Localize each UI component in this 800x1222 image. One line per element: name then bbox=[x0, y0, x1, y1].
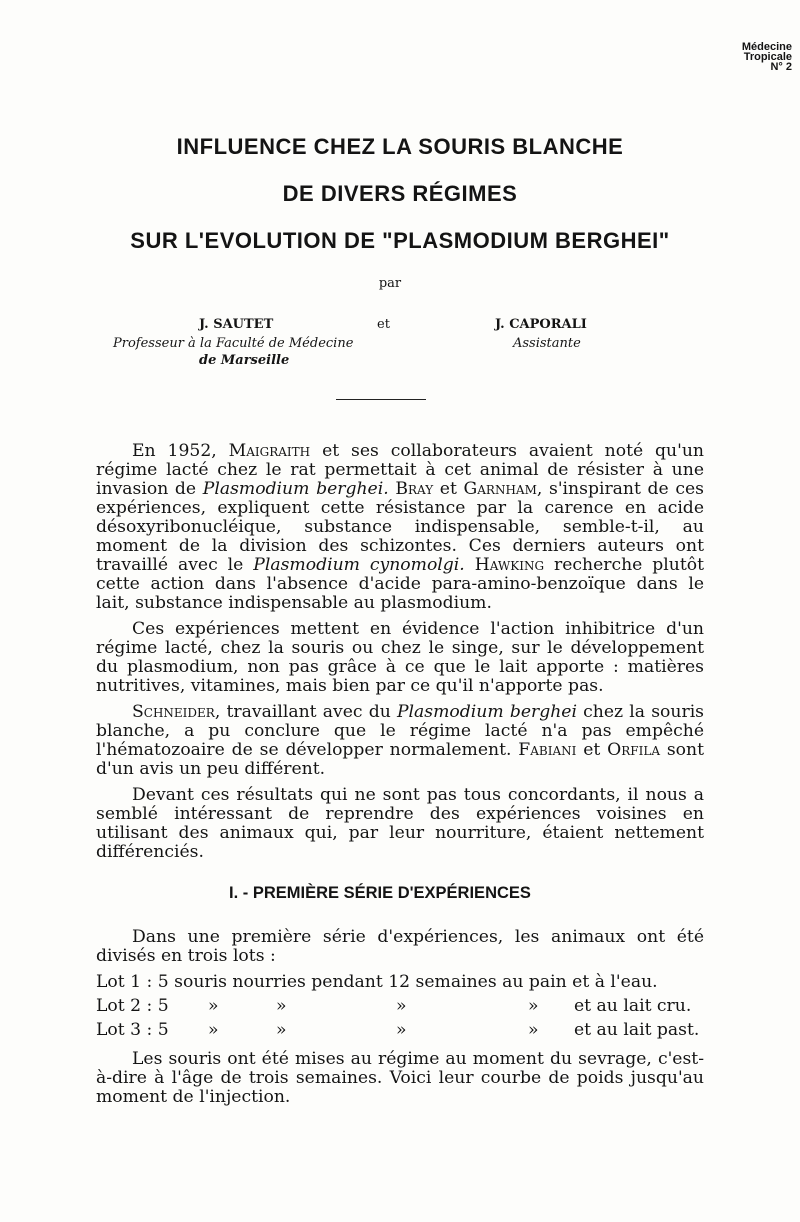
author-2-affiliation: Assistante bbox=[513, 336, 581, 351]
byline-et: et bbox=[377, 317, 390, 332]
author-2-name: J. CAPORALI bbox=[495, 317, 587, 332]
ditto-mark: » bbox=[528, 1020, 539, 1040]
journal-header bbox=[742, 42, 792, 72]
text: et bbox=[433, 479, 464, 499]
author-ref-maigraith: Maigraith bbox=[228, 441, 311, 461]
lot-3 bbox=[96, 1020, 704, 1044]
intro-paragraph-2: Ces expériences mettent en évidence l'action inhibitrice d'un régime lacté, chez la souris ou chez le singe, sur le développement du plasmodium, non pas grâce à ce que le lait apporte : matières nutritives, vitamines, mais bien par ce qu'il n'apporte pas. bbox=[96, 619, 704, 696]
species-ref: Plasmodium berghei. bbox=[202, 479, 389, 499]
text: et ses collaborateurs avaient noté qu'un régime lacté chez le rat permettait à cet animal de résister à une invasion de bbox=[96, 441, 704, 499]
lots-list bbox=[96, 972, 704, 1044]
author-ref-bray: Bray bbox=[395, 479, 434, 499]
lot-3-end: et au lait past. bbox=[574, 1020, 700, 1040]
lot-2 bbox=[96, 996, 704, 1020]
species-ref: Plasmodium cynomolgi. bbox=[253, 555, 465, 575]
ditto-mark: » bbox=[528, 996, 539, 1016]
intro-paragraph-4: Devant ces résultats qui ne sont pas tous concordants, il nous a semblé intéressant de reprendre des expériences voisines en utilisant des animaux qui, par leur nourriture, étaient nettement différenciés. bbox=[96, 785, 704, 862]
journal-subtitle: Tropicale bbox=[743, 51, 792, 63]
text: et bbox=[576, 740, 608, 760]
author-1-affiliation-line-2: de Marseille bbox=[199, 353, 290, 368]
section-paragraph-1 bbox=[96, 928, 704, 966]
ditto-mark: » bbox=[208, 1020, 219, 1040]
ditto-mark: » bbox=[396, 996, 407, 1016]
author-ref-hawking: Hawking bbox=[474, 555, 545, 575]
author-1-name: J. SAUTET bbox=[199, 317, 274, 332]
text: , s'inspirant de ces expériences, expliquent cette résistance par la carence en acide désoxyribonucléique, substance indispensable, semble-t-il, au moment de la division des schizontes. Ces derniers auteurs ont travaillé avec le bbox=[96, 479, 705, 575]
lot-1-text: Lot 1 : 5 souris nourries pendant 12 semaines au pain et à l'eau. bbox=[96, 972, 658, 992]
title-line-1: INFLUENCE CHEZ LA SOURIS BLANCHE bbox=[176, 134, 624, 159]
author-ref-fabiani: Fabiani bbox=[518, 740, 577, 760]
lot-2-end: et au lait cru. bbox=[574, 996, 692, 1016]
paragraph-text: Les souris ont été mises au régime au moment du sevrage, c'est-à-dire à l'âge de trois semaines. Voici leur courbe de poids jusqu'au moment de l'injection. bbox=[96, 1049, 704, 1107]
author-ref-orfila: Orfila bbox=[607, 740, 660, 760]
author-1-affiliation bbox=[113, 335, 353, 369]
intro-paragraph-3 bbox=[96, 703, 704, 779]
ditto-mark: » bbox=[276, 996, 287, 1016]
lot-2-label: Lot 2 : 5 bbox=[96, 996, 169, 1016]
section-paragraph-2 bbox=[96, 1050, 704, 1107]
lot-3-label: Lot 3 : 5 bbox=[96, 1020, 169, 1040]
title-line-2: DE DIVERS RÉGIMES bbox=[282, 181, 518, 206]
ditto-mark: » bbox=[276, 1020, 287, 1040]
author-1-affiliation-line-1: Professeur à la Faculté de Médecine bbox=[113, 336, 354, 351]
text bbox=[465, 555, 475, 575]
author-ref-schneider: Schneider bbox=[132, 702, 215, 722]
journal-name: Médecine bbox=[741, 41, 792, 53]
species-ref: Plasmodium berghei bbox=[396, 702, 577, 722]
introduction bbox=[96, 442, 704, 869]
author-ref-garnham: Garnham bbox=[463, 479, 537, 499]
byline-par: par bbox=[378, 276, 402, 291]
ditto-mark: » bbox=[396, 1020, 407, 1040]
lot-1 bbox=[96, 972, 704, 996]
text: , travaillant avec du bbox=[214, 702, 397, 722]
title-line-3: SUR L'EVOLUTION DE "PLASMODIUM BERGHEI" bbox=[130, 228, 670, 253]
title-rule bbox=[336, 399, 426, 400]
journal-issue: N° 2 bbox=[770, 61, 792, 73]
section-heading: I. - PREMIÈRE SÉRIE D'EXPÉRIENCES bbox=[229, 884, 531, 902]
text: En 1952, bbox=[132, 441, 229, 461]
text: chez la souris blanche, a pu conclure que le régime lacté n'a pas empêché l'hématozoaire de se développer normalement. bbox=[96, 702, 705, 760]
intro-paragraph-1 bbox=[96, 442, 704, 613]
paragraph-text: Dans une première série d'expériences, les animaux ont été divisés en trois lots : bbox=[96, 927, 704, 966]
text: recherche plutôt cette action dans l'absence d'acide para-amino-benzoïque dans le lait, substance indispensable au plasmodium. bbox=[96, 555, 705, 613]
ditto-mark: » bbox=[208, 996, 219, 1016]
text: sont d'un avis un peu différent. bbox=[96, 740, 704, 779]
